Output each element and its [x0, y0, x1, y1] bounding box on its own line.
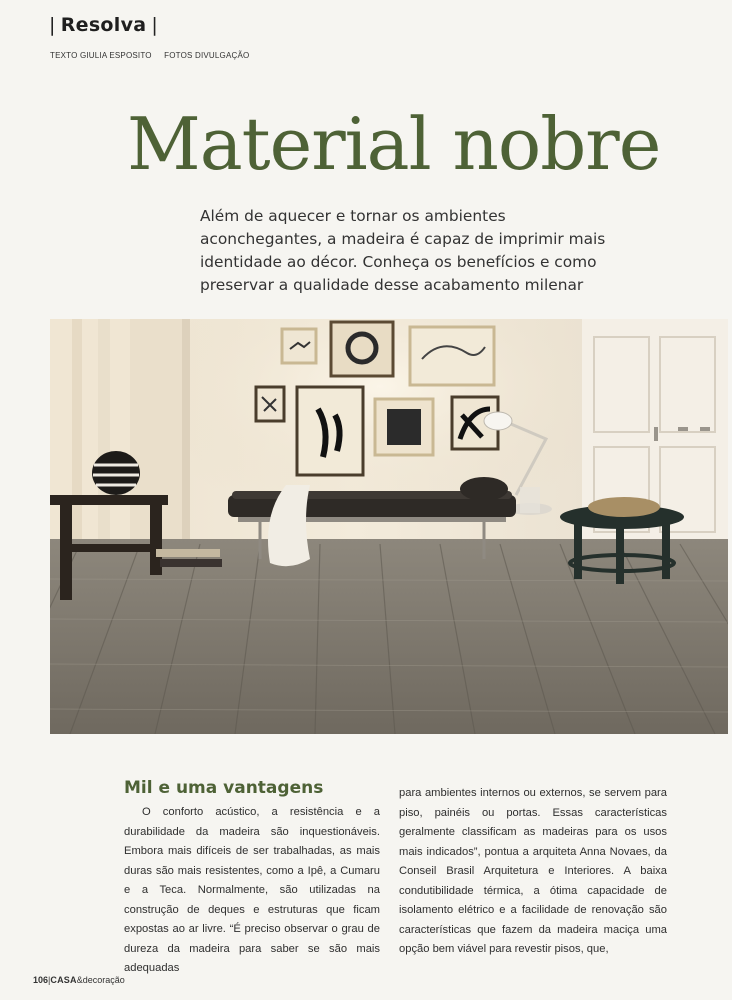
- column-2-text: para ambientes internos ou externos, se servem para piso, painéis ou portas. Essas características geralmente classificam as madeiras para os usos mais indicados”, pontua a arquiteta Anna Novaes, da Conseil Brasil Arquitetura e Interiores. A baixa condutibilidade térmica, a ótima capacidade de isolamento elétrico e a facilidade de renovação são características que fazem da madeira maciça uma opção bem viável para revestir pisos, que,: [399, 787, 667, 955]
- section-tag: | Resolva |: [49, 14, 159, 36]
- article-title: Material nobre: [127, 102, 661, 186]
- credits-text: TEXTO GIULIA ESPOSITO: [50, 51, 152, 60]
- credits-photos: FOTOS DIVULGAÇÃO: [164, 51, 250, 60]
- body-column-2: [399, 784, 667, 960]
- article-lead: Além de aquecer e tornar os ambientes aconchegantes, a madeira é capaz de imprimir mais identidade ao décor. Conheça os benefícios e como preservar a qualidade desse acabamento milenar: [200, 207, 606, 294]
- magazine-name: CASA: [50, 975, 77, 985]
- column-1-text: O conforto acústico, a resistência e a durabilidade da madeira são inquestionáveis. Embora mais difíceis de ser trabalhadas, as mais duras são mais resistentes, como a Ipê, a Cumaru e a Teca. Normalmente, são utilizadas na construção de deques e estruturas que ficam expostas ao ar livre. “É preciso observar o grau de dureza da madeira para saber se são mais adequadas: [124, 806, 380, 974]
- section-label: Resolva: [60, 14, 147, 36]
- hero-photo: [50, 319, 728, 734]
- round-stool: [560, 497, 684, 584]
- page-number: 106: [33, 975, 49, 985]
- folio: 106|CASA&decoração: [33, 975, 125, 985]
- magazine-suffix: &decoração: [76, 975, 125, 985]
- credits: [50, 51, 259, 60]
- section-subhead: Mil e uma vantagens: [124, 778, 324, 798]
- body-column-1: [124, 803, 380, 979]
